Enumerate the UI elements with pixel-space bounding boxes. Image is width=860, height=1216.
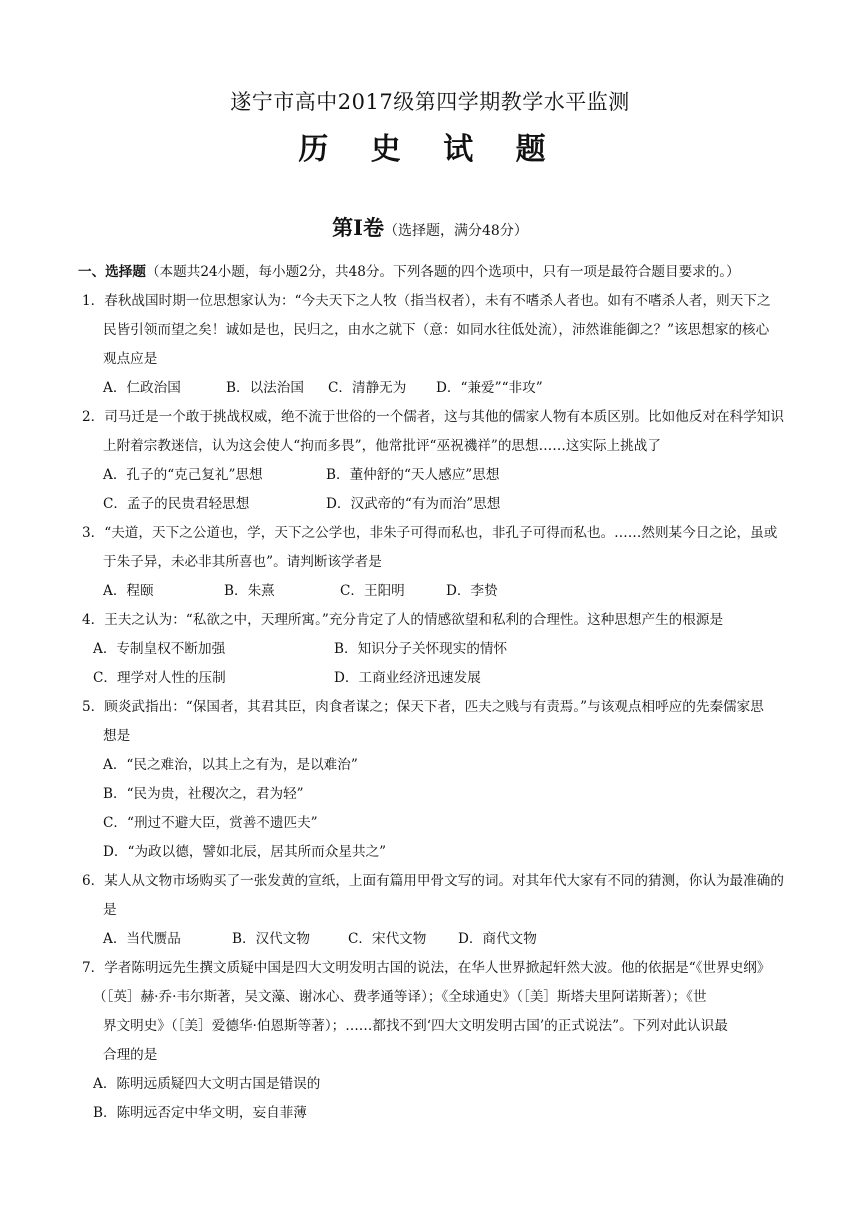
volume-label: 第Ⅰ卷 [332,215,384,240]
question-7-line-3: 界文明史》（［美］爱德华·伯恩斯等著）；……都找不到‘四大文明发明古国’的正式说法”。下列对此认识最 [103,1018,728,1034]
question-2-option-a: A．孔子的“克己复礼”思想 [103,467,263,483]
question-2-option-b: B．董仲舒的“天人感应”思想 [326,467,500,483]
question-4-option-c: C．理学对人性的压制 [93,670,226,686]
question-3-line-1: 3．“夫道，天下之公道也，学，天下之公学也，非朱子可得而私也，非孔子可得而私也。……然则某今日之论，虽或 [82,525,778,541]
question-3-line-2: 于朱子异，未必非其所喜也”。请判断该学者是 [103,554,382,570]
question-6-option-c: C．宋代文物 [348,931,427,947]
question-5-line-2: 想是 [103,728,131,744]
question-5-option-a: A．“民之难治，以其上之有为，是以难治” [103,757,358,773]
question-3-option-c: C．王阳明 [340,583,405,599]
question-4-option-d: D．工商业经济迅速发展 [334,670,481,686]
volume-heading [0,212,860,242]
question-5-option-b: B．“民为贵，社稷次之，君为轻” [103,786,304,802]
question-5-option-c: C．“刑过不避大臣，赏善不遗匹夫” [103,815,318,831]
question-2-option-c: C．孟子的民贵君轻思想 [103,496,250,512]
question-4-option-b: B．知识分子关怀现实的情怀 [334,641,508,657]
question-6-option-b: B．汉代文物 [232,931,310,947]
question-1-line-1: 1．春秋战国时期一位思想家认为：“今夫天下之人牧（指当权者），未有不嗜杀人者也。如有不嗜杀人者，则天下之 [82,293,771,309]
question-1-line-3: 观点应是 [103,351,158,367]
question-5-option-d: D．“为政以德，譬如北辰，居其所而众星共之” [103,844,387,860]
volume-note: （选择题，满分48分） [384,223,528,239]
question-1-option-a: A．仁政治国 [103,380,181,396]
question-4-line-1: 4．王夫之认为：“私欲之中，天理所寓。”充分肯定了人的情感欲望和私利的合理性。这种思想产生的根源是 [82,612,724,628]
section-heading [78,262,740,282]
section-title: 一、选择题 [78,264,146,280]
question-3-option-b: B．朱熹 [224,583,275,599]
question-2-line-2: 上附着宗教迷信，认为这会使人“拘而多畏”，他常批评“巫祝禨祥”的思想……这实际上挑战了 [103,438,661,454]
question-7-option-b: B．陈明远否定中华文明，妄自菲薄 [93,1105,307,1121]
section-instructions: （本题共24小题，每小题2分，共48分。下列各题的四个选项中，只有一项是最符合题目要求的。） [145,264,740,280]
question-2-line-1: 2．司马迁是一个敢于挑战权威，绝不流于世俗的一个儒者，这与其他的儒家人物有本质区别。比如他反对在科学知识 [82,409,784,425]
question-3-option-a: A．程颐 [103,583,154,599]
question-6-option-a: A．当代赝品 [103,931,181,947]
subject-title: 历 史 试 题 [298,132,562,167]
question-4-option-a: A．专制皇权不断加强 [93,641,226,657]
question-2-option-d: D．汉武帝的“有为而治”思想 [326,496,501,512]
question-6-option-d: D．商代文物 [458,931,537,947]
exam-title: 遂宁市高中2017级第四学期教学水平监测 [230,90,630,114]
question-5-line-1: 5．顾炎武指出：“保国者，其君其臣，肉食者谋之；保天下者，匹夫之贱与有责焉。”与该观点相呼应的先秦儒家思 [82,699,764,715]
question-1-option-b: B．以法治国 [226,380,304,396]
question-6-line-1: 6．某人从文物市场购买了一张发黄的宣纸，上面有篇用甲骨文写的词。对其年代大家有不同的猜测，你认为最准确的 [82,873,784,889]
question-6-line-2: 是 [103,902,117,918]
question-7-line-4: 合理的是 [103,1047,158,1063]
question-1-option-c: C．清静无为 [328,380,407,396]
question-7-line-2: （［英］赫·乔·韦尔斯著，吴文藻、谢冰心、费孝通等译）；《全球通史》（［美］斯塔夫里阿诺斯著）；《世 [93,989,707,1005]
question-3-option-d: D．李贽 [446,583,498,599]
question-7-line-1: 7．学者陈明远先生撰文质疑中国是四大文明发明古国的说法，在华人世界掀起轩然大波。他的依据是“《世界史纲》 [82,960,771,976]
question-7-option-a: A．陈明远质疑四大文明古国是错误的 [93,1076,321,1092]
question-1-line-2: 民皆引领而望之矣！诚如是也，民归之，由水之就下（意：如同水往低处流），沛然谁能御之？”该思想家的核心 [103,322,770,338]
question-1-option-d: D．“兼爱”“非攻” [436,380,543,396]
